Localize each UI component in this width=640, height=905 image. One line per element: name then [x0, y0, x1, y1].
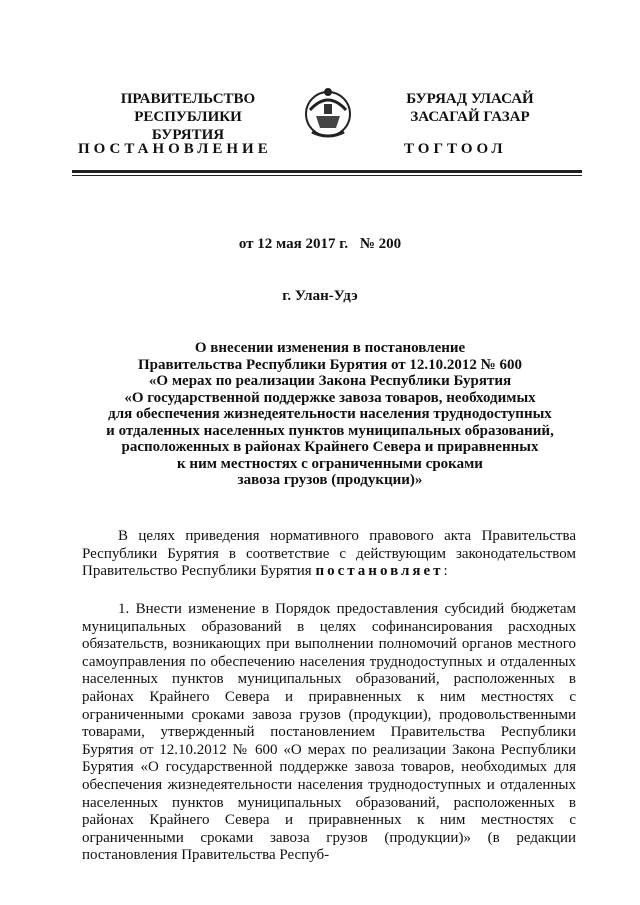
title-line: Правительства Республики Бурятия от 12.10.2012 № 600	[137, 356, 522, 373]
title-line: «О мерах по реализации Закона Республики Бурятия	[148, 373, 512, 389]
document-title	[100, 340, 560, 489]
preamble-text: В целях приведения нормативного правового акта Правительства Республики Бурятия в соответствие с действующим законодательством Правительство Республики Бурятия	[82, 528, 576, 580]
doc-type-bua: ТОГТООЛ	[404, 141, 507, 157]
government-name-ru	[108, 90, 268, 144]
title-line: к ним местностях с ограниченными сроками	[177, 455, 483, 472]
coat-of-arms-icon	[296, 80, 360, 144]
title-line: расположенных в районах Крайнего Севера и приравненных	[121, 439, 539, 455]
title-line: О внесении изменения в постановление	[194, 340, 466, 356]
title-line: завоза грузов (продукции)»	[237, 472, 423, 488]
government-name-ru-line1: ПРАВИТЕЛЬСТВО	[120, 91, 256, 107]
header-divider-thick	[72, 170, 582, 173]
document-date: от 12 мая 2017 г.	[238, 236, 349, 252]
title-line: для обеспечения жизнедеятельности населения труднодоступных	[108, 406, 552, 422]
resolution-keyword: постановляет	[315, 563, 444, 580]
title-line: «О государственной поддержке завоза товаров, необходимых	[124, 389, 536, 406]
government-name-bua-line1: БУРЯАД УЛАСАЙ	[406, 91, 534, 107]
government-name-ru-line2: РЕСПУБЛИКИ БУРЯТИЯ	[134, 109, 242, 143]
item-1-paragraph: 1. Внести изменение в Порядок предоставления субсидий бюджетам муниципальных образований в целях софинансирования расходных обязательств, возникающих при выполнении полномочий органов местного самоуправления по обеспечению населения труднодоступных и отдаленных населенных пунктов муниципальных образований, расположенных в районах Крайнего Севера и приравненных к ним местностях с ограниченными сроками завоза грузов (продукции), продовольственными товарами, утвержденный постановлением Правительства Республики Бурятия от 12.10.2012 № 600 «О мерах по реализации Закона Республики Бурятия «О государственной поддержке завоза товаров, необходимых для обеспечения жизнедеятельности населения труднодоступных и отдаленных населенных пунктов муниципальных образований, расположенных в районах Крайнего Севера и приравненных к ним местностях с ограниченными сроками завоза грузов (продукции)» (в редакции постановления Правительства Респуб-	[82, 601, 576, 864]
doc-type-ru: ПОСТАНОВЛЕНИЕ	[78, 141, 272, 157]
preamble-paragraph	[82, 528, 576, 581]
document-number: № 200	[359, 236, 402, 252]
city: г. Улан-Удэ	[282, 288, 358, 304]
government-name-bua-line2: ЗАСАГАЙ ГАЗАР	[410, 109, 530, 125]
preamble-colon: :	[443, 563, 448, 580]
government-name-bua	[390, 90, 550, 126]
title-line: и отдаленных населенных пунктов муниципальных образований,	[106, 422, 554, 439]
date-number-line	[0, 236, 640, 253]
header-divider-thin	[72, 175, 582, 176]
